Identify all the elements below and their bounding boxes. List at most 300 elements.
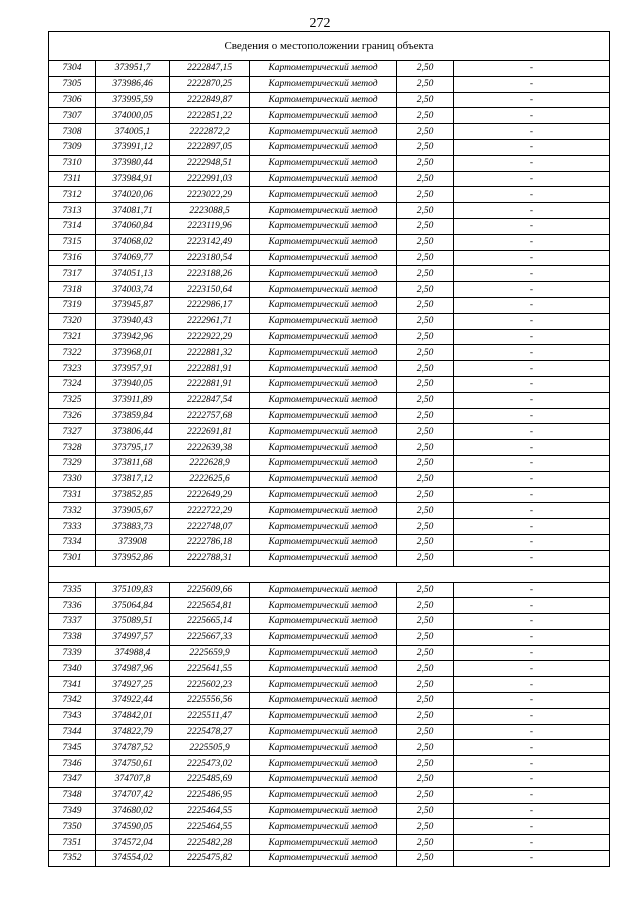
- cell-point-number: 7347: [49, 772, 96, 788]
- cell-description: -: [454, 851, 610, 867]
- cell-coord-y: 2223150,64: [170, 282, 250, 298]
- cell-coord-x: 374787,52: [96, 740, 170, 756]
- cell-description: -: [454, 61, 610, 77]
- cell-method: Картометрический метод: [250, 677, 397, 693]
- cell-accuracy: 2,50: [397, 250, 454, 266]
- table-row: [49, 250, 610, 266]
- cell-accuracy: 2,50: [397, 519, 454, 535]
- cell-point-number: 7345: [49, 740, 96, 756]
- cell-method: Картометрический метод: [250, 345, 397, 361]
- cell-accuracy: 2,50: [397, 171, 454, 187]
- cell-coord-y: 2225511,47: [170, 708, 250, 724]
- cell-method: Картометрический метод: [250, 408, 397, 424]
- cell-coord-y: 2222691,81: [170, 424, 250, 440]
- table-row: [49, 471, 610, 487]
- cell-coord-y: 2225505,9: [170, 740, 250, 756]
- cell-coord-x: 374842,01: [96, 708, 170, 724]
- cell-description: -: [454, 408, 610, 424]
- cell-coord-y: 2223142,49: [170, 234, 250, 250]
- cell-accuracy: 2,50: [397, 629, 454, 645]
- table-row: [49, 550, 610, 566]
- cell-point-number: 7326: [49, 408, 96, 424]
- cell-accuracy: 2,50: [397, 139, 454, 155]
- cell-accuracy: 2,50: [397, 471, 454, 487]
- cell-coord-y: 2222991,03: [170, 171, 250, 187]
- cell-description: -: [454, 487, 610, 503]
- cell-method: Картометрический метод: [250, 455, 397, 471]
- cell-description: -: [454, 108, 610, 124]
- cell-method: Картометрический метод: [250, 329, 397, 345]
- cell-point-number: 7336: [49, 598, 96, 614]
- cell-coord-x: 373940,05: [96, 376, 170, 392]
- cell-accuracy: 2,50: [397, 819, 454, 835]
- cell-coord-y: 2222628,9: [170, 455, 250, 471]
- cell-coord-y: 2223119,96: [170, 218, 250, 234]
- cell-method: Картометрический метод: [250, 534, 397, 550]
- cell-coord-x: 374922,44: [96, 693, 170, 709]
- table-row: [49, 408, 610, 424]
- cell-point-number: 7341: [49, 677, 96, 693]
- cell-coord-y: 2222639,38: [170, 440, 250, 456]
- cell-coord-x: 373811,68: [96, 455, 170, 471]
- cell-coord-x: 374051,13: [96, 266, 170, 282]
- cell-accuracy: 2,50: [397, 76, 454, 92]
- cell-method: Картометрический метод: [250, 708, 397, 724]
- cell-coord-y: 2222851,22: [170, 108, 250, 124]
- table-row: [49, 629, 610, 645]
- cell-coord-x: 373984,91: [96, 171, 170, 187]
- cell-accuracy: 2,50: [397, 424, 454, 440]
- cell-accuracy: 2,50: [397, 772, 454, 788]
- cell-accuracy: 2,50: [397, 61, 454, 77]
- cell-method: Картометрический метод: [250, 108, 397, 124]
- cell-description: -: [454, 645, 610, 661]
- cell-coord-x: 375064,84: [96, 598, 170, 614]
- cell-accuracy: 2,50: [397, 740, 454, 756]
- cell-description: -: [454, 376, 610, 392]
- cell-coord-y: 2225475,82: [170, 851, 250, 867]
- table-row: [49, 155, 610, 171]
- cell-coord-x: 374750,61: [96, 756, 170, 772]
- cell-method: Картометрический метод: [250, 629, 397, 645]
- cell-coord-y: 2223188,26: [170, 266, 250, 282]
- cell-coord-y: 2223022,29: [170, 187, 250, 203]
- cell-accuracy: 2,50: [397, 503, 454, 519]
- cell-method: Картометрический метод: [250, 487, 397, 503]
- cell-coord-y: 2222881,32: [170, 345, 250, 361]
- table-row: [49, 708, 610, 724]
- cell-point-number: 7306: [49, 92, 96, 108]
- page-number: 272: [309, 16, 331, 31]
- cell-coord-x: 374003,74: [96, 282, 170, 298]
- cell-description: -: [454, 756, 610, 772]
- table-row: [49, 345, 610, 361]
- cell-accuracy: 2,50: [397, 345, 454, 361]
- cell-method: Картометрический метод: [250, 835, 397, 851]
- cell-method: Картометрический метод: [250, 392, 397, 408]
- cell-point-number: 7314: [49, 218, 96, 234]
- cell-coord-x: 373883,73: [96, 519, 170, 535]
- cell-coord-x: 373995,59: [96, 92, 170, 108]
- cell-coord-x: 373957,91: [96, 361, 170, 377]
- cell-accuracy: 2,50: [397, 708, 454, 724]
- cell-coord-y: 2222847,54: [170, 392, 250, 408]
- cell-point-number: 7310: [49, 155, 96, 171]
- cell-point-number: 7335: [49, 582, 96, 598]
- cell-accuracy: 2,50: [397, 440, 454, 456]
- cell-coord-y: 2225482,28: [170, 835, 250, 851]
- table-row: [49, 614, 610, 630]
- table-row: [49, 787, 610, 803]
- cell-description: -: [454, 519, 610, 535]
- cell-accuracy: 2,50: [397, 329, 454, 345]
- cell-description: -: [454, 455, 610, 471]
- cell-method: Картометрический метод: [250, 266, 397, 282]
- cell-description: -: [454, 803, 610, 819]
- cell-description: -: [454, 124, 610, 140]
- table-row: [49, 76, 610, 92]
- cell-point-number: 7319: [49, 297, 96, 313]
- cell-accuracy: 2,50: [397, 787, 454, 803]
- cell-description: -: [454, 471, 610, 487]
- cell-point-number: 7337: [49, 614, 96, 630]
- cell-method: Картометрический метод: [250, 171, 397, 187]
- table-row: [49, 61, 610, 77]
- cell-description: -: [454, 598, 610, 614]
- cell-method: Картометрический метод: [250, 297, 397, 313]
- cell-point-number: 7311: [49, 171, 96, 187]
- cell-point-number: 7331: [49, 487, 96, 503]
- cell-description: -: [454, 329, 610, 345]
- cell-description: -: [454, 424, 610, 440]
- cell-coord-y: 2225665,14: [170, 614, 250, 630]
- table-row: [49, 598, 610, 614]
- cell-point-number: 7334: [49, 534, 96, 550]
- cell-description: -: [454, 772, 610, 788]
- table-row: [49, 756, 610, 772]
- cell-coord-y: 2222649,29: [170, 487, 250, 503]
- cell-coord-y: 2222986,17: [170, 297, 250, 313]
- cell-description: -: [454, 819, 610, 835]
- cell-coord-x: 374987,96: [96, 661, 170, 677]
- cell-description: -: [454, 361, 610, 377]
- cell-method: Картометрический метод: [250, 361, 397, 377]
- cell-coord-x: 373952,86: [96, 550, 170, 566]
- cell-accuracy: 2,50: [397, 234, 454, 250]
- cell-coord-y: 2222625,6: [170, 471, 250, 487]
- cell-point-number: 7322: [49, 345, 96, 361]
- table-row: [49, 313, 610, 329]
- cell-accuracy: 2,50: [397, 108, 454, 124]
- cell-coord-x: 374020,06: [96, 187, 170, 203]
- cell-description: -: [454, 740, 610, 756]
- cell-coord-y: 2225659,9: [170, 645, 250, 661]
- cell-description: -: [454, 297, 610, 313]
- cell-coord-x: 373968,01: [96, 345, 170, 361]
- table-row: [49, 392, 610, 408]
- table-row: [49, 661, 610, 677]
- cell-coord-y: 2225464,55: [170, 803, 250, 819]
- boundary-coordinates-table: [48, 31, 610, 867]
- table-row: [49, 487, 610, 503]
- table-row: [49, 803, 610, 819]
- table-row: [49, 266, 610, 282]
- cell-method: Картометрический метод: [250, 614, 397, 630]
- separator-cell: [49, 566, 610, 582]
- cell-method: Картометрический метод: [250, 187, 397, 203]
- cell-description: -: [454, 693, 610, 709]
- table-row: [49, 724, 610, 740]
- table-row: [49, 361, 610, 377]
- cell-method: Картометрический метод: [250, 76, 397, 92]
- cell-method: Картометрический метод: [250, 645, 397, 661]
- cell-description: -: [454, 629, 610, 645]
- cell-coord-x: 374554,02: [96, 851, 170, 867]
- cell-point-number: 7325: [49, 392, 96, 408]
- cell-point-number: 7316: [49, 250, 96, 266]
- cell-coord-x: 374081,71: [96, 203, 170, 219]
- cell-coord-x: 373908: [96, 534, 170, 550]
- cell-accuracy: 2,50: [397, 534, 454, 550]
- cell-description: -: [454, 582, 610, 598]
- cell-description: -: [454, 440, 610, 456]
- table-row: [49, 455, 610, 471]
- cell-coord-y: 2222757,68: [170, 408, 250, 424]
- table-row: [49, 108, 610, 124]
- cell-point-number: 7346: [49, 756, 96, 772]
- cell-coord-x: 374000,05: [96, 108, 170, 124]
- cell-point-number: 7318: [49, 282, 96, 298]
- cell-point-number: 7340: [49, 661, 96, 677]
- cell-method: Картометрический метод: [250, 471, 397, 487]
- cell-method: Картометрический метод: [250, 376, 397, 392]
- cell-coord-y: 2222881,91: [170, 361, 250, 377]
- cell-coord-y: 2225609,66: [170, 582, 250, 598]
- cell-coord-x: 374707,8: [96, 772, 170, 788]
- cell-coord-y: 2225654,81: [170, 598, 250, 614]
- cell-point-number: 7315: [49, 234, 96, 250]
- cell-description: -: [454, 250, 610, 266]
- table-row: [49, 203, 610, 219]
- cell-accuracy: 2,50: [397, 550, 454, 566]
- cell-accuracy: 2,50: [397, 661, 454, 677]
- cell-accuracy: 2,50: [397, 282, 454, 298]
- table-row: [49, 534, 610, 550]
- cell-coord-x: 374927,25: [96, 677, 170, 693]
- table-row: [49, 677, 610, 693]
- cell-coord-x: 373991,12: [96, 139, 170, 155]
- cell-method: Картометрический метод: [250, 756, 397, 772]
- cell-coord-x: 373859,84: [96, 408, 170, 424]
- cell-coord-x: 373911,89: [96, 392, 170, 408]
- cell-coord-x: 374988,4: [96, 645, 170, 661]
- table-row: [49, 376, 610, 392]
- cell-point-number: 7309: [49, 139, 96, 155]
- cell-description: -: [454, 724, 610, 740]
- cell-coord-x: 373905,67: [96, 503, 170, 519]
- cell-method: Картометрический метод: [250, 582, 397, 598]
- cell-point-number: 7323: [49, 361, 96, 377]
- cell-accuracy: 2,50: [397, 92, 454, 108]
- cell-method: Картометрический метод: [250, 124, 397, 140]
- cell-accuracy: 2,50: [397, 803, 454, 819]
- cell-description: -: [454, 266, 610, 282]
- cell-coord-x: 374680,02: [96, 803, 170, 819]
- cell-accuracy: 2,50: [397, 187, 454, 203]
- cell-accuracy: 2,50: [397, 376, 454, 392]
- table-row: [49, 645, 610, 661]
- cell-coord-y: 2225473,02: [170, 756, 250, 772]
- cell-point-number: 7329: [49, 455, 96, 471]
- cell-description: -: [454, 550, 610, 566]
- cell-method: Картометрический метод: [250, 519, 397, 535]
- cell-coord-x: 374997,57: [96, 629, 170, 645]
- cell-point-number: 7321: [49, 329, 96, 345]
- cell-point-number: 7344: [49, 724, 96, 740]
- table-row: [49, 503, 610, 519]
- cell-method: Картометрический метод: [250, 218, 397, 234]
- cell-point-number: 7328: [49, 440, 96, 456]
- cell-method: Картометрический метод: [250, 155, 397, 171]
- cell-accuracy: 2,50: [397, 218, 454, 234]
- cell-coord-x: 375089,51: [96, 614, 170, 630]
- cell-point-number: 7307: [49, 108, 96, 124]
- cell-coord-y: 2225556,56: [170, 693, 250, 709]
- cell-accuracy: 2,50: [397, 392, 454, 408]
- cell-coord-x: 374707,42: [96, 787, 170, 803]
- cell-description: -: [454, 661, 610, 677]
- cell-coord-y: 2222881,91: [170, 376, 250, 392]
- cell-description: -: [454, 218, 610, 234]
- cell-accuracy: 2,50: [397, 203, 454, 219]
- cell-coord-y: 2222961,71: [170, 313, 250, 329]
- cell-coord-x: 373852,85: [96, 487, 170, 503]
- cell-accuracy: 2,50: [397, 361, 454, 377]
- cell-accuracy: 2,50: [397, 155, 454, 171]
- cell-description: -: [454, 677, 610, 693]
- cell-coord-y: 2225464,55: [170, 819, 250, 835]
- cell-point-number: 7351: [49, 835, 96, 851]
- cell-point-number: 7352: [49, 851, 96, 867]
- cell-accuracy: 2,50: [397, 851, 454, 867]
- cell-accuracy: 2,50: [397, 582, 454, 598]
- cell-coord-y: 2225485,69: [170, 772, 250, 788]
- cell-coord-x: 373817,12: [96, 471, 170, 487]
- cell-coord-y: 2223088,5: [170, 203, 250, 219]
- cell-coord-x: 373806,44: [96, 424, 170, 440]
- cell-method: Картометрический метод: [250, 598, 397, 614]
- cell-coord-y: 2225478,27: [170, 724, 250, 740]
- cell-description: -: [454, 76, 610, 92]
- cell-description: -: [454, 92, 610, 108]
- table-row: [49, 819, 610, 835]
- table-row: [49, 835, 610, 851]
- cell-coord-y: 2222897,05: [170, 139, 250, 155]
- cell-coord-y: 2222788,31: [170, 550, 250, 566]
- cell-point-number: 7313: [49, 203, 96, 219]
- cell-accuracy: 2,50: [397, 677, 454, 693]
- cell-accuracy: 2,50: [397, 313, 454, 329]
- table-row: [49, 139, 610, 155]
- cell-method: Картометрический метод: [250, 803, 397, 819]
- table-row: [49, 772, 610, 788]
- cell-point-number: 7330: [49, 471, 96, 487]
- cell-point-number: 7308: [49, 124, 96, 140]
- cell-method: Картометрический метод: [250, 693, 397, 709]
- cell-coord-y: 2222722,29: [170, 503, 250, 519]
- cell-method: Картометрический метод: [250, 424, 397, 440]
- cell-method: Картометрический метод: [250, 282, 397, 298]
- cell-coord-y: 2223180,54: [170, 250, 250, 266]
- cell-method: Картометрический метод: [250, 313, 397, 329]
- cell-method: Картометрический метод: [250, 503, 397, 519]
- cell-accuracy: 2,50: [397, 756, 454, 772]
- table-row: [49, 297, 610, 313]
- table-row: [49, 440, 610, 456]
- cell-method: Картометрический метод: [250, 787, 397, 803]
- cell-method: Картометрический метод: [250, 61, 397, 77]
- cell-description: -: [454, 503, 610, 519]
- cell-method: Картометрический метод: [250, 92, 397, 108]
- cell-method: Картометрический метод: [250, 139, 397, 155]
- cell-description: -: [454, 392, 610, 408]
- cell-point-number: 7342: [49, 693, 96, 709]
- cell-description: -: [454, 203, 610, 219]
- cell-method: Картометрический метод: [250, 250, 397, 266]
- cell-point-number: 7348: [49, 787, 96, 803]
- cell-method: Картометрический метод: [250, 724, 397, 740]
- cell-coord-x: 373940,43: [96, 313, 170, 329]
- cell-coord-x: 375109,83: [96, 582, 170, 598]
- cell-point-number: 7333: [49, 519, 96, 535]
- cell-description: -: [454, 234, 610, 250]
- table-row: [49, 519, 610, 535]
- cell-description: -: [454, 534, 610, 550]
- cell-accuracy: 2,50: [397, 297, 454, 313]
- table-row: [49, 582, 610, 598]
- cell-coord-x: 374060,84: [96, 218, 170, 234]
- cell-accuracy: 2,50: [397, 487, 454, 503]
- cell-point-number: 7332: [49, 503, 96, 519]
- cell-coord-x: 374590,05: [96, 819, 170, 835]
- table-row: [49, 693, 610, 709]
- cell-coord-x: 374069,77: [96, 250, 170, 266]
- cell-accuracy: 2,50: [397, 408, 454, 424]
- cell-coord-y: 2222849,87: [170, 92, 250, 108]
- table-title: Сведения о местоположении границ объекта: [49, 32, 610, 61]
- cell-point-number: 7349: [49, 803, 96, 819]
- cell-description: -: [454, 155, 610, 171]
- cell-accuracy: 2,50: [397, 645, 454, 661]
- cell-description: -: [454, 787, 610, 803]
- cell-method: Картометрический метод: [250, 550, 397, 566]
- table-row: [49, 92, 610, 108]
- cell-description: -: [454, 139, 610, 155]
- cell-accuracy: 2,50: [397, 266, 454, 282]
- cell-coord-x: 373795,17: [96, 440, 170, 456]
- section-separator-row: [49, 566, 610, 582]
- cell-coord-y: 2222870,25: [170, 76, 250, 92]
- table-row: [49, 740, 610, 756]
- cell-point-number: 7305: [49, 76, 96, 92]
- cell-coord-x: 374068,02: [96, 234, 170, 250]
- cell-description: -: [454, 187, 610, 203]
- cell-coord-y: 2225641,55: [170, 661, 250, 677]
- cell-accuracy: 2,50: [397, 835, 454, 851]
- cell-method: Картометрический метод: [250, 851, 397, 867]
- cell-coord-x: 373951,7: [96, 61, 170, 77]
- cell-point-number: 7301: [49, 550, 96, 566]
